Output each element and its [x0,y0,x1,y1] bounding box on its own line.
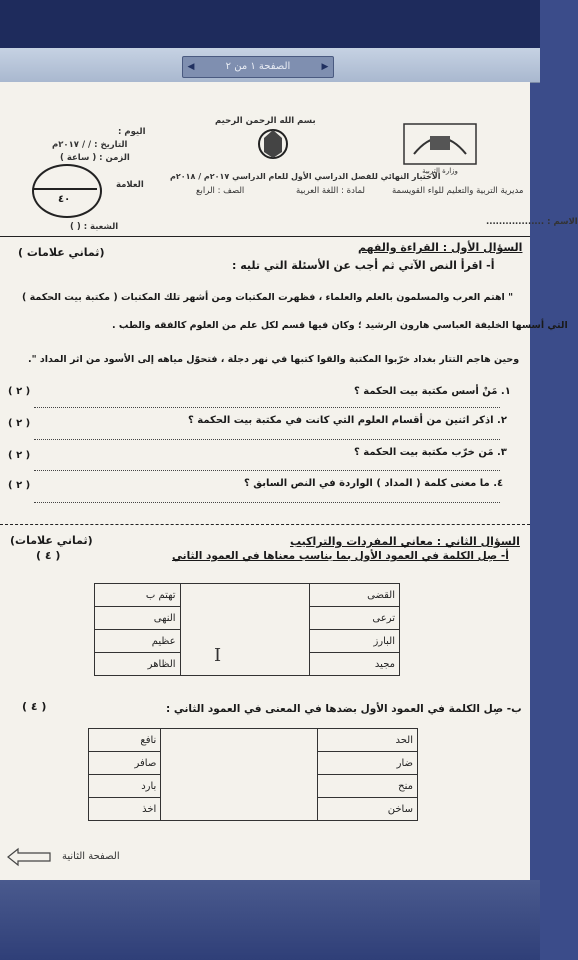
table-cell[interactable]: الحد [318,729,418,752]
subject-label: لمادة : اللغة العربية [296,186,365,196]
table-cell[interactable]: عظيم [95,630,181,653]
q1-item-3: ٣. مَن خرّب مكتبة بيت الحكمة ؟ [354,447,507,458]
time-label: الزمن : ( ساعة ) [60,153,130,163]
q2-title: السؤال الثاني : معاني المفردات والتراكيب [290,535,520,548]
svg-text:وزارة التربية: وزارة التربية [422,167,458,175]
day-label: اليوم : [118,127,146,137]
table-cell[interactable]: البارز [310,630,400,653]
next-page-icon[interactable]: ▶ [321,62,329,72]
q2-part-a-mark: ( ٤ ) [36,549,61,562]
table-row [89,729,418,752]
table-cell[interactable]: القضى [310,584,400,607]
text-cursor-icon: I [214,645,222,666]
table-cell[interactable]: الظاهر [95,653,181,676]
table-cell[interactable]: منح [318,775,418,798]
q2-part-a-instruction: أ- صِل الكلمة في العمود الأول بما يناسب معناها في العمود الثاني [172,550,509,562]
matching-table-b [88,728,418,821]
table-cell[interactable]: ضار [318,752,418,775]
passage-line-2: التي أسسها الخليفة العباسي هارون الرشيد ؛ وكان فيها قسم لكل علم من العلوم كالفقه والطب . [112,320,568,331]
table-cell[interactable]: نافع [89,729,161,752]
table-row [95,584,400,607]
mark-label: العلامة [116,180,144,190]
grade-circle [32,164,102,218]
name-field: الاسم : .................. [486,217,578,227]
q1-marks: (ثماني علامات ) [18,246,105,259]
table-cell[interactable]: بارد [89,775,161,798]
table-cell[interactable]: ساخن [318,798,418,821]
q1-item-4: ٤. ما معنى كلمة ( المداد ) الواردة في النص السابق ؟ [244,478,504,489]
prev-page-icon[interactable]: ◀ [187,62,195,72]
table-cell[interactable]: ترعى [310,607,400,630]
date-label: التاريخ : / / ٢٠١٧م [52,140,128,150]
arrow-left-icon [6,847,52,867]
next-page-label: الصفحة الثانية [62,851,120,862]
section-field: الشعبة : ( ) [70,222,119,232]
passage-line-1: " اهتم العرب والمسلمون بالعلم والعلماء ، فظهرت المكتبات ومن أشهر تلك المكتبات ( مكتبة بيت الحكمة ) [22,292,514,303]
q2-marks: (ثماني علامات) [10,534,93,547]
grade-divider [33,188,97,190]
table-cell[interactable]: تهتم ب [95,584,181,607]
ministry-logo-icon [400,118,480,178]
q1-item-1-mark: ( ٢ ) [8,386,31,397]
header-divider [0,236,530,237]
emblem-icon [256,124,290,164]
background-area [0,880,540,960]
matching-space[interactable] [161,729,318,821]
matching-space[interactable] [180,584,310,676]
table-cell[interactable]: النهى [95,607,181,630]
q1-item-3-mark: ( ٢ ) [8,450,31,461]
section-divider [0,524,530,525]
answer-line[interactable] [34,407,500,408]
table-cell[interactable]: صافر [89,752,161,775]
answer-line[interactable] [34,439,500,440]
page-navigator[interactable] [182,56,334,78]
q1-item-2-mark: ( ٢ ) [8,418,31,429]
q2-part-b-instruction: ب- صِل الكلمة في العمود الأول بضدها في المعنى في العمود الثاني : [166,703,522,715]
answer-line[interactable] [34,502,500,503]
q2-part-b-mark: ( ٤ ) [22,700,47,713]
basmala: بسم الله الرحمن الرحيم [215,116,316,126]
exam-title: الاختبار النهائي للفصل الدراسي الأول للعام الدراسي ٢٠١٧م / ٢٠١٨م [170,172,441,181]
q1-instruction: أ- اقرأ النص الآتي ثم أجب عن الأسئلة التي تليه : [232,259,495,272]
grade-label: الصف : الرابع [196,186,245,196]
mark-total: ٤٠ [58,194,71,205]
passage-line-3: وحين هاجم التتار بغداد خرّبوا المكتبة والقوا كتبها في نهر دجلة ، فتحوّل مياهه إلى الأسود من اثر المداد ". [28,354,520,365]
table-cell[interactable]: مجيد [310,653,400,676]
school-directorate: مديرية التربية والتعليم للواء القويسمة [392,186,524,196]
matching-table-a [94,583,400,676]
q1-title: السؤال الأول : القراءة والفهم [358,241,523,254]
table-cell[interactable]: اخذ [89,798,161,821]
q1-item-4-mark: ( ٢ ) [8,480,31,491]
q1-item-1: ١. مَنْ أسس مكتبة بيت الحكمة ؟ [354,386,511,397]
answer-line[interactable] [34,470,500,471]
page-indicator: الصفحة ١ من ٢ [225,61,291,72]
q1-item-2: ٢. اذكر اثنين من أقسام العلوم التي كانت في مكتبة بيت الحكمة ؟ [188,415,507,426]
